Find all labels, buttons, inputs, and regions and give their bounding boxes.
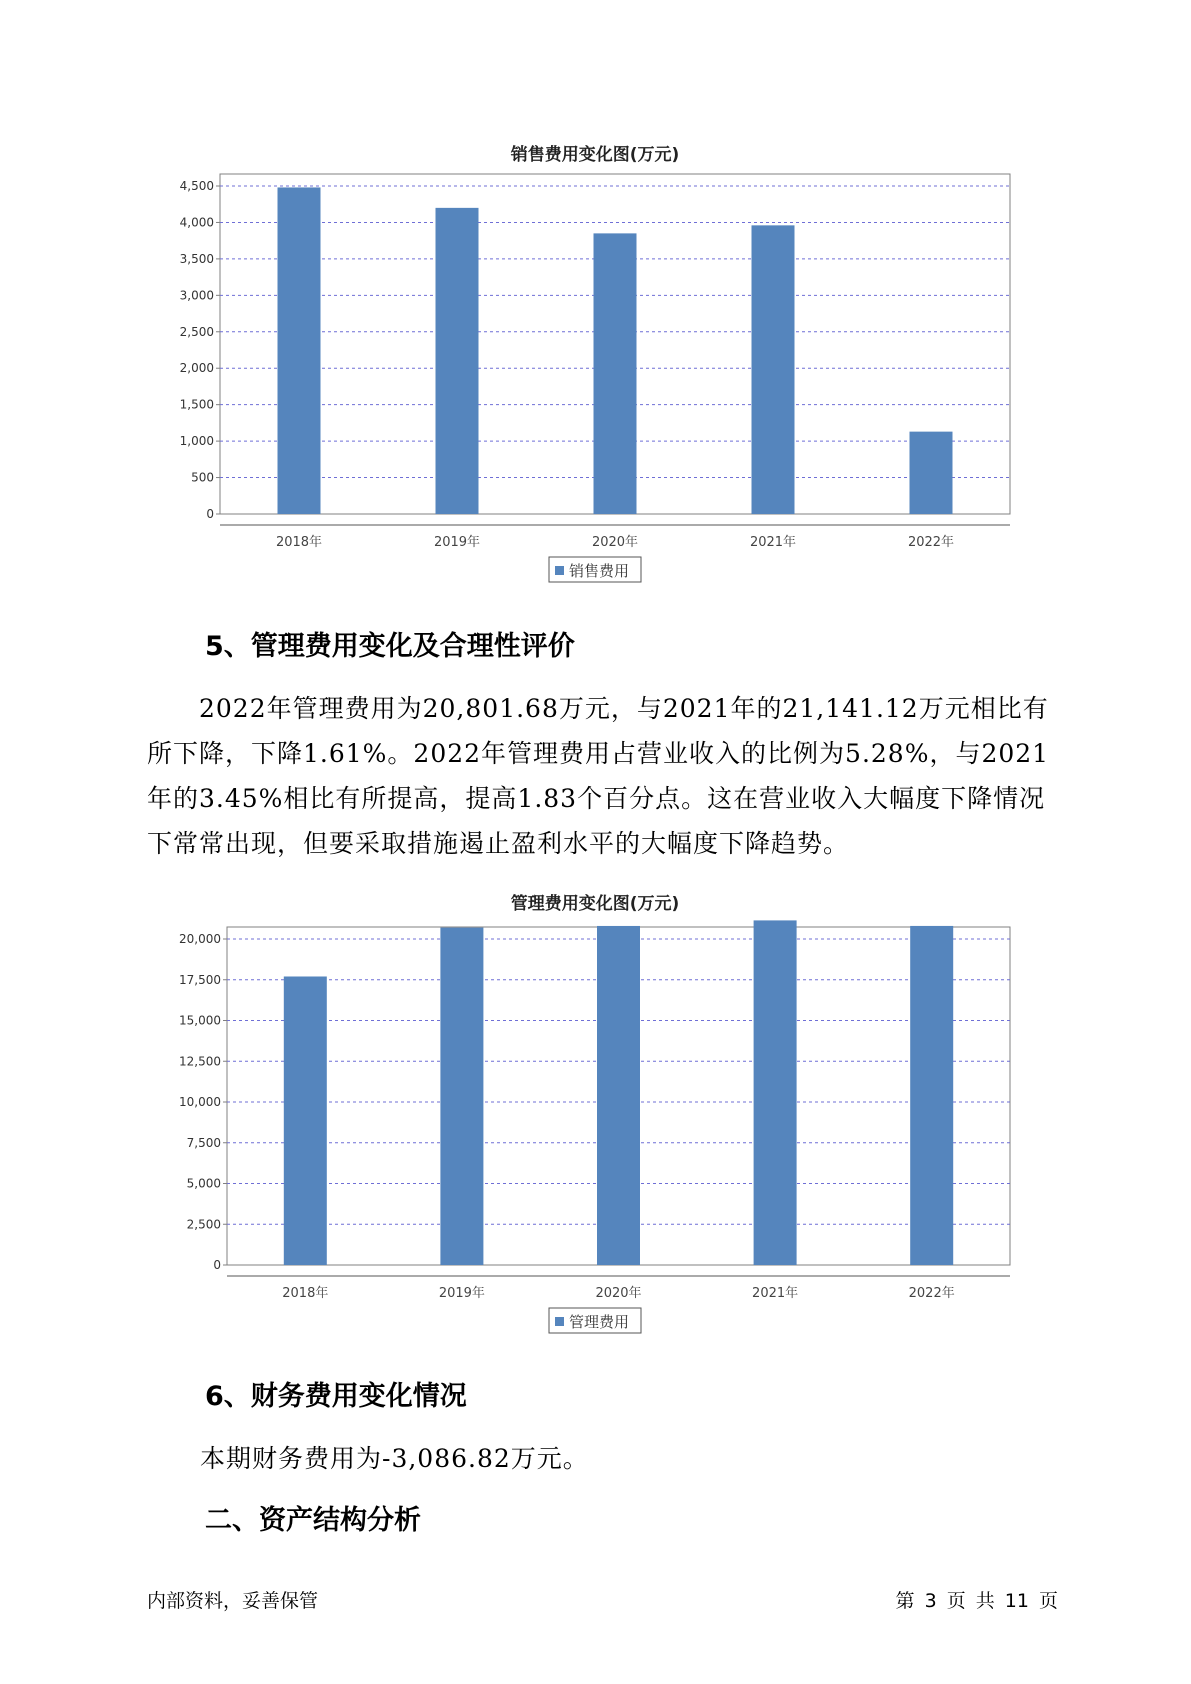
chart-title: 销售费用变化图(万元) <box>510 145 680 165</box>
y-tick-label: 5,000 <box>186 1176 221 1191</box>
y-tick-label: 0 <box>206 507 214 521</box>
y-tick-label: 17,500 <box>179 972 221 987</box>
legend-swatch <box>555 1317 564 1326</box>
legend-label: 管理费用 <box>569 1313 630 1331</box>
y-tick-label: 20,000 <box>179 932 221 946</box>
section-5-heading: 5、管理费用变化及合理性评价 <box>205 631 575 662</box>
section-5-paragraph: 2022年管理费用为20,801.68万元，与2021年的21,141.12万元相比有所下降，下降1.61%。2022年管理费用占营业收入的比例为5.28%，与2021年的3.45%相比有所提高，提高1.83个百分点。这在营业收入大幅度下降情况下常常出现，但要采取措施遏止盈利水平的大幅度下降趋势。 <box>147 694 1050 858</box>
y-tick-label: 2,500 <box>186 1217 221 1232</box>
sales-expense-chart <box>0 138 1191 598</box>
x-tick-label: 2018年 <box>275 535 323 550</box>
footer-confidential-note: 内部资料，妥善保管 <box>147 1590 319 1612</box>
bar <box>594 233 637 514</box>
bar <box>597 926 640 1265</box>
y-tick-label: 12,500 <box>179 1054 221 1069</box>
y-tick-label: 2,000 <box>179 361 214 376</box>
legend-label: 销售费用 <box>569 562 630 580</box>
x-tick-label: 2020年 <box>591 535 639 550</box>
y-tick-label: 10,000 <box>179 1095 221 1109</box>
bar <box>284 976 327 1265</box>
y-tick-label: 4,500 <box>179 179 214 193</box>
bar <box>910 432 953 514</box>
y-tick-label: 3,000 <box>179 288 214 303</box>
section-6-text: 本期财务费用为-3,086.82万元。 <box>200 1444 589 1473</box>
y-tick-label: 7,500 <box>186 1135 221 1150</box>
y-tick-label: 4,000 <box>179 215 214 230</box>
bar <box>440 928 483 1265</box>
bar <box>752 225 795 514</box>
admin-expense-chart-svg <box>0 887 1191 1347</box>
x-tick-label: 2019年 <box>433 535 481 550</box>
chart-title: 管理费用变化图(万元) <box>510 894 680 914</box>
y-tick-label: 500 <box>191 470 214 485</box>
admin-expense-chart <box>0 887 1191 1347</box>
x-tick-label: 2018年 <box>282 1286 329 1301</box>
bar <box>278 187 321 514</box>
x-tick-label: 2019年 <box>438 1286 485 1301</box>
part-2-heading: 二、资产结构分析 <box>205 1505 421 1536</box>
y-tick-label: 15,000 <box>179 1013 221 1028</box>
footer-page-number: 第 3 页 共 11 页 <box>895 1590 1058 1612</box>
y-tick-label: 1,000 <box>179 434 214 449</box>
section-6-heading: 6、财务费用变化情况 <box>205 1381 467 1412</box>
x-tick-label: 2022年 <box>908 1286 955 1301</box>
x-tick-label: 2020年 <box>595 1286 642 1301</box>
x-tick-label: 2021年 <box>752 1286 799 1301</box>
legend-swatch <box>555 566 564 575</box>
sales-expense-chart-svg <box>0 138 1191 598</box>
bar <box>436 208 479 514</box>
y-tick-label: 1,500 <box>179 397 214 412</box>
y-tick-label: 0 <box>213 1258 221 1272</box>
bar <box>754 920 797 1265</box>
x-tick-label: 2022年 <box>907 535 955 550</box>
y-tick-label: 3,500 <box>179 251 214 266</box>
x-tick-label: 2021年 <box>749 535 797 550</box>
bar <box>910 926 953 1265</box>
y-tick-label: 2,500 <box>179 324 214 339</box>
